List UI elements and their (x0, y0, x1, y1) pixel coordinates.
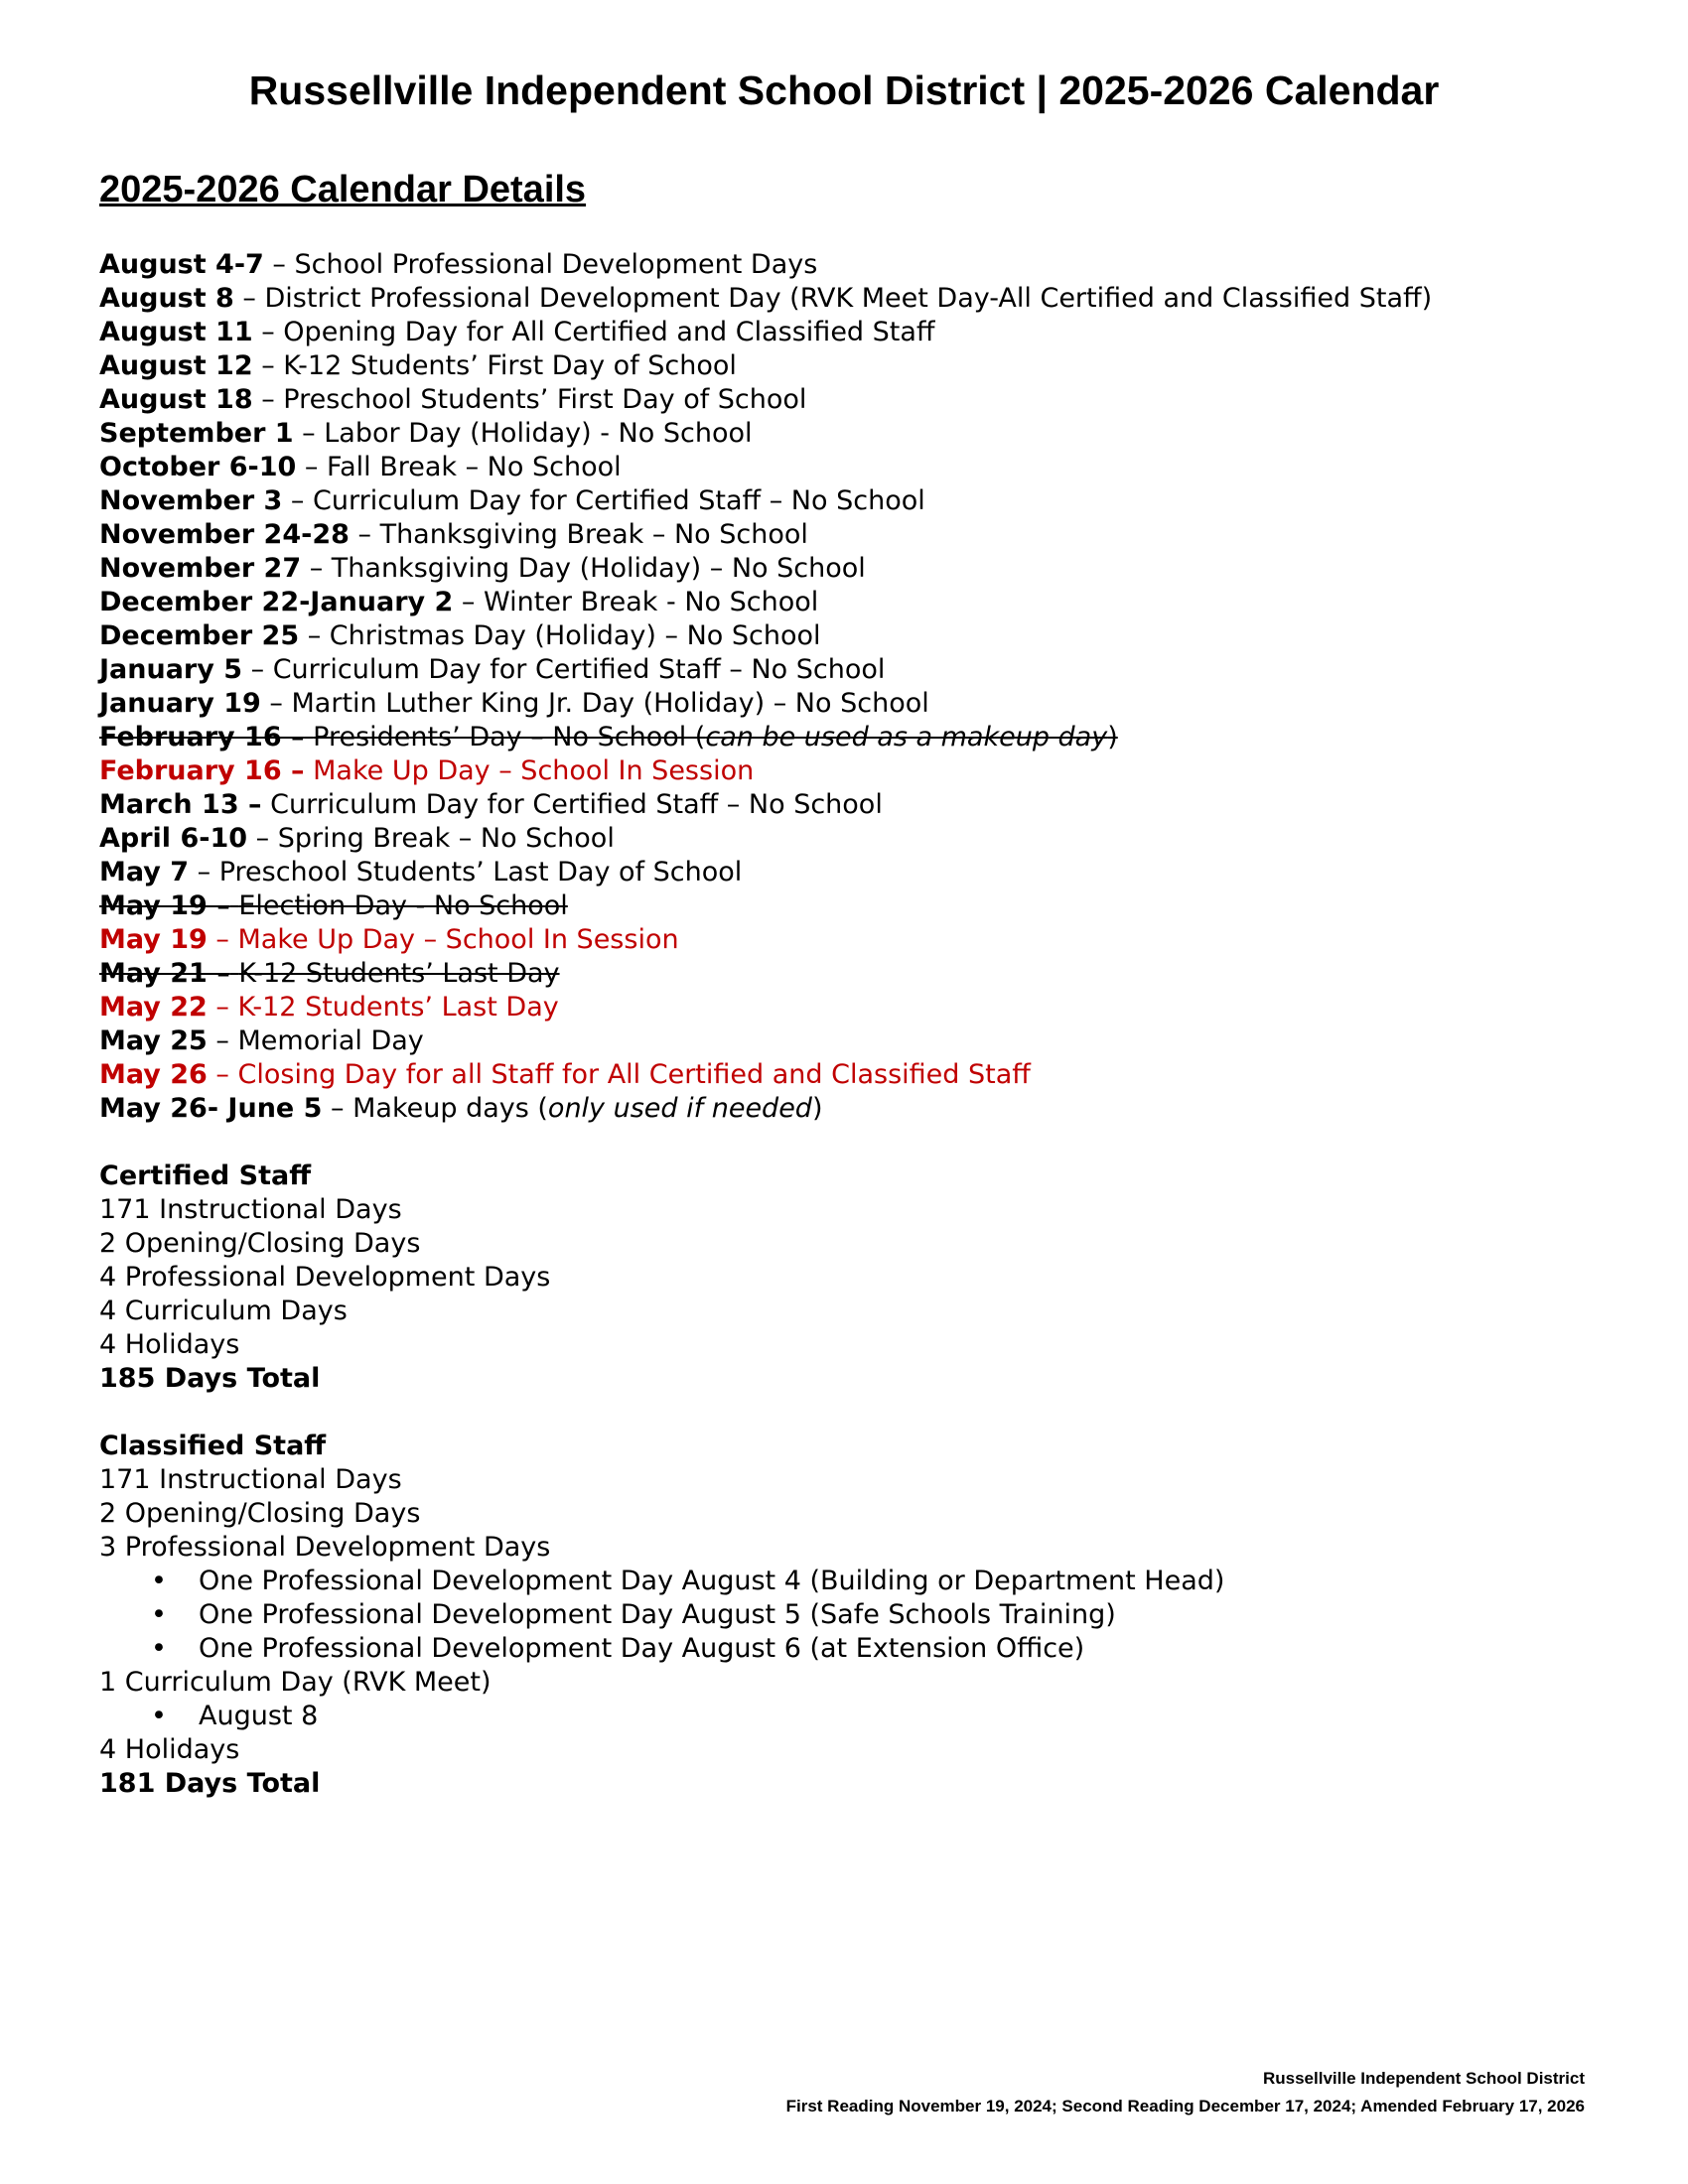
footer-readings: First Reading November 19, 2024; Second Reading December 17, 2024; Amended February 17, 2026 (785, 2097, 1585, 2116)
event-row (99, 1092, 1609, 1126)
event-row-struck (99, 721, 1609, 754)
classified-item: 171 Instructional Days (99, 1464, 402, 1495)
event-date: December 22-January 2 (99, 587, 454, 617)
event-description: Memorial Day (237, 1025, 424, 1056)
event-date: May 7 (99, 857, 190, 887)
event-separator: – (207, 992, 238, 1023)
event-description: Winter Break - No School (484, 587, 819, 617)
event-note-close: ) (811, 1093, 823, 1124)
event-description: Spring Break – No School (277, 823, 615, 854)
event-note: can be used as a makeup day (705, 722, 1108, 752)
event-date: January 19 (99, 688, 261, 719)
event-separator (305, 755, 314, 786)
certified-item: 4 Holidays (99, 1329, 240, 1360)
event-separator: – (263, 249, 295, 280)
classified-item: 1 Curriculum Day (RVK Meet) (99, 1667, 492, 1698)
classified-pd-bullet: • One Professional Development Day August 6 (at Extension Office) (99, 1632, 1609, 1666)
calendar-details-heading: 2025-2026 Calendar Details (99, 169, 587, 210)
event-separator: – (322, 1093, 353, 1124)
event-description: Preschool Students’ First Day of School (283, 384, 807, 415)
event-date: August 18 (99, 384, 253, 415)
event-date: August 8 (99, 283, 234, 314)
classified-pd-bullet: • One Professional Development Day August 5 (Safe Schools Training) (99, 1598, 1609, 1632)
event-description: Thanksgiving Day (Holiday) – No School (331, 553, 866, 584)
event-date: May 26- June 5 (99, 1093, 323, 1124)
event-separator: – (207, 924, 238, 955)
event-row-amended (99, 991, 1609, 1024)
event-separator: – (299, 620, 330, 651)
event-date: April 6-10 (99, 823, 248, 854)
event-description: Election Day - No School (238, 890, 568, 921)
event-description: Opening Day for All Certified and Classified Staff (283, 317, 935, 347)
event-row (99, 788, 1609, 822)
certified-total: 185 Days Total (99, 1363, 321, 1394)
event-row (99, 856, 1609, 889)
event-description: District Professional Development Day (RVK Meet Day-All Certified and Classified Staff) (264, 283, 1433, 314)
event-separator (262, 789, 271, 820)
event-separator: – (293, 418, 325, 449)
event-row (99, 484, 1609, 518)
event-date: March 13 – (99, 789, 262, 820)
footer-district: Russellville Independent School District (1262, 2069, 1585, 2088)
event-row (99, 451, 1609, 484)
event-date: May 19 – (99, 890, 230, 921)
certified-item: 4 Professional Development Days (99, 1262, 551, 1293)
event-note-close: ) (1107, 722, 1118, 752)
certified-item: 2 Opening/Closing Days (99, 1228, 421, 1259)
event-description: Thanksgiving Break – No School (379, 519, 808, 550)
certified-item: 4 Curriculum Days (99, 1296, 348, 1326)
event-row (99, 316, 1609, 349)
event-date: August 11 (99, 317, 253, 347)
event-date: November 27 (99, 553, 302, 584)
spacer (99, 1396, 1609, 1430)
event-date: February 16 – (99, 722, 305, 752)
event-separator: – (301, 553, 332, 584)
classified-pd-bullet: • One Professional Development Day August 4 (Building or Department Head) (99, 1565, 1609, 1598)
event-date: August 4-7 (99, 249, 264, 280)
event-separator: – (260, 688, 292, 719)
certified-item: 171 Instructional Days (99, 1194, 402, 1225)
event-date: May 21 – (99, 958, 230, 989)
event-description: Make Up Day – School In Session (313, 755, 755, 786)
certified-staff-heading: Certified Staff (99, 1160, 312, 1191)
event-description: Christmas Day (Holiday) – No School (329, 620, 821, 651)
classified-curriculum-bullet: • August 8 (99, 1700, 1609, 1733)
event-row-amended (99, 754, 1609, 788)
event-row (99, 349, 1609, 383)
event-description: Preschool Students’ Last Day of School (218, 857, 743, 887)
event-separator: – (207, 1059, 238, 1090)
event-description: Closing Day for all Staff for All Certified and Classified Staff (237, 1059, 1031, 1090)
event-separator: – (233, 283, 265, 314)
event-row (99, 1024, 1609, 1058)
classified-item: 2 Opening/Closing Days (99, 1498, 421, 1529)
event-separator: – (242, 654, 273, 685)
event-date: August 12 (99, 350, 253, 381)
event-note: only used if needed (547, 1093, 812, 1124)
event-description: Presidents’ Day – No School ( (313, 722, 706, 752)
event-row-amended (99, 923, 1609, 957)
event-separator: – (207, 1025, 238, 1056)
event-separator: – (349, 519, 380, 550)
event-date: January 5 (99, 654, 243, 685)
event-date: November 3 (99, 485, 283, 516)
event-date: May 26 (99, 1059, 208, 1090)
calendar-content (99, 248, 1609, 1801)
event-date: November 24-28 (99, 519, 350, 550)
spacer (99, 1126, 1609, 1160)
event-row (99, 552, 1609, 586)
event-separator: – (252, 317, 284, 347)
page-footer (786, 2065, 1585, 2120)
classified-total: 181 Days Total (99, 1768, 321, 1799)
event-date: May 19 (99, 924, 208, 955)
event-description: Makeup days ( (352, 1093, 548, 1124)
event-description: K-12 Students’ Last Day (238, 958, 560, 989)
event-description: Martin Luther King Jr. Day (Holiday) – No School (291, 688, 929, 719)
page-title: Russellville Independent School District | 2025-2026 Calendar (248, 68, 1440, 113)
event-separator: – (252, 384, 284, 415)
event-description: Fall Break – No School (327, 452, 622, 482)
event-date: May 25 (99, 1025, 208, 1056)
event-separator: – (252, 350, 284, 381)
event-row-amended (99, 1058, 1609, 1092)
event-date: October 6-10 (99, 452, 297, 482)
event-row (99, 619, 1609, 653)
event-description: School Professional Development Days (294, 249, 818, 280)
event-row (99, 383, 1609, 417)
event-date: May 22 (99, 992, 208, 1023)
event-description: Make Up Day – School In Session (237, 924, 679, 955)
event-row (99, 282, 1609, 316)
event-row (99, 248, 1609, 282)
event-separator: – (453, 587, 485, 617)
classified-staff-heading: Classified Staff (99, 1431, 327, 1461)
event-description: Labor Day (Holiday) - No School (324, 418, 753, 449)
event-description: K-12 Students’ Last Day (237, 992, 559, 1023)
event-separator: – (282, 485, 314, 516)
event-description: K-12 Students’ First Day of School (283, 350, 737, 381)
event-row-struck (99, 889, 1609, 923)
classified-item: 3 Professional Development Days (99, 1532, 551, 1563)
event-row (99, 653, 1609, 687)
event-row (99, 822, 1609, 856)
event-date: September 1 (99, 418, 294, 449)
event-row (99, 518, 1609, 552)
event-description: Curriculum Day for Certified Staff – No School (270, 789, 883, 820)
event-date: February 16 – (99, 755, 305, 786)
classified-item: 4 Holidays (99, 1734, 240, 1765)
event-row (99, 417, 1609, 451)
event-row (99, 687, 1609, 721)
event-separator: – (189, 857, 219, 887)
event-separator (305, 722, 314, 752)
event-row (99, 586, 1609, 619)
event-row-struck (99, 957, 1609, 991)
event-separator: – (296, 452, 328, 482)
event-description: Curriculum Day for Certified Staff – No School (313, 485, 925, 516)
event-date: December 25 (99, 620, 300, 651)
event-separator: – (247, 823, 278, 854)
event-description: Curriculum Day for Certified Staff – No School (272, 654, 886, 685)
